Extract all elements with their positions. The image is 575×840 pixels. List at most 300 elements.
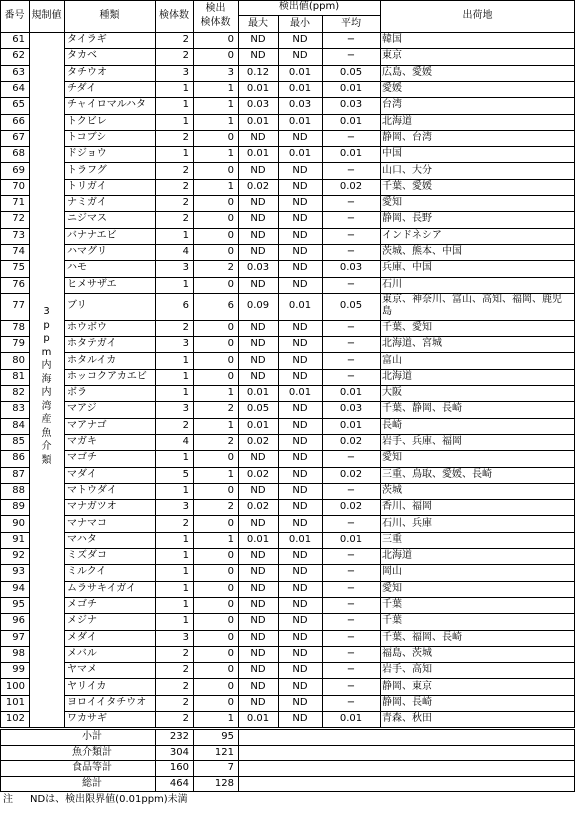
row-samples: 3: [182, 403, 189, 415]
grid-line: [0, 385, 29, 386]
row-avg: −: [346, 680, 356, 692]
row-kind: バナナエビ: [67, 229, 117, 241]
row-avg: −: [346, 517, 356, 529]
row-detected: 0: [227, 246, 234, 258]
row-number: 72: [12, 213, 25, 225]
summary-samples: 464: [169, 777, 189, 789]
row-min: ND: [292, 34, 308, 46]
row-avg: −: [346, 197, 356, 209]
row-avg: −: [346, 50, 356, 62]
grid-line: [64, 277, 575, 278]
row-min: ND: [292, 566, 308, 578]
grid-line: [64, 130, 575, 131]
row-detected: 0: [227, 631, 234, 643]
row-origin: 愛知: [382, 582, 402, 594]
row-detected: 0: [227, 278, 234, 290]
grid-line: [0, 450, 29, 451]
row-number: 78: [12, 321, 25, 333]
summary-detected: 128: [214, 777, 234, 789]
row-kind: マナマコ: [67, 517, 107, 529]
row-min: ND: [292, 582, 308, 594]
row-max: ND: [250, 164, 266, 176]
grid-line: [64, 179, 575, 180]
row-number: 64: [12, 83, 25, 95]
row-min: ND: [292, 370, 308, 382]
row-number: 77: [12, 300, 25, 312]
row-avg: 0.03: [339, 262, 363, 274]
grid-line: [0, 581, 29, 582]
grid-line: [0, 418, 29, 419]
row-avg: −: [346, 354, 356, 366]
row-max: ND: [250, 647, 266, 659]
row-kind: マゴチ: [67, 452, 97, 464]
row-origin: 三重: [382, 533, 402, 545]
grid-line: [193, 729, 194, 791]
row-min: ND: [292, 599, 308, 611]
row-number: 101: [5, 696, 25, 708]
row-detected: 6: [227, 300, 234, 312]
summary-detected: 7: [227, 762, 234, 774]
row-samples: 5: [182, 468, 189, 480]
row-min: ND: [292, 278, 308, 290]
row-min: 0.03: [288, 99, 312, 111]
row-number: 73: [12, 229, 25, 241]
grid-line: [0, 32, 575, 33]
row-min: ND: [292, 696, 308, 708]
grid-line: [64, 450, 575, 451]
row-max: 0.03: [246, 262, 270, 274]
row-origin: 愛知: [382, 452, 402, 464]
row-samples: 1: [182, 229, 189, 241]
row-number: 87: [12, 468, 25, 480]
grid-line: [64, 146, 575, 147]
row-kind: ホウボウ: [67, 321, 107, 333]
row-avg: −: [346, 582, 356, 594]
grid-line: [64, 320, 575, 321]
grid-line: [64, 244, 575, 245]
row-detected: 0: [227, 34, 234, 46]
row-avg: 0.05: [339, 66, 363, 78]
row-kind: トラフグ: [67, 164, 107, 176]
row-min: ND: [292, 131, 308, 143]
grid-line: [0, 401, 29, 402]
grid-line: [0, 211, 29, 212]
row-max: ND: [250, 680, 266, 692]
row-max: ND: [250, 34, 266, 46]
row-detected: 0: [227, 338, 234, 350]
row-kind: マアナゴ: [67, 419, 107, 431]
row-detected: 0: [227, 582, 234, 594]
limit-char: p: [43, 319, 50, 331]
row-samples: 1: [182, 582, 189, 594]
row-number: 85: [12, 436, 25, 448]
grid-line: [0, 564, 29, 565]
grid-line: [64, 548, 575, 549]
row-kind: ミズダコ: [67, 550, 107, 562]
row-samples: 1: [182, 533, 189, 545]
row-min: ND: [292, 197, 308, 209]
row-number: 97: [12, 631, 25, 643]
row-number: 82: [12, 387, 25, 399]
header-no: 番号: [4, 10, 25, 21]
row-samples: 2: [182, 50, 189, 62]
row-samples: 1: [182, 370, 189, 382]
grid-line: [0, 195, 29, 196]
row-samples: 1: [182, 550, 189, 562]
row-avg: −: [346, 631, 356, 643]
row-detected: 1: [227, 533, 234, 545]
row-samples: 2: [182, 713, 189, 725]
row-samples: 1: [182, 484, 189, 496]
row-origin: 三重、鳥取、愛媛、長崎: [382, 468, 492, 480]
grid-line: [0, 729, 1, 791]
row-kind: マアジ: [67, 403, 97, 415]
row-avg: 0.03: [339, 99, 363, 111]
row-detected: 1: [227, 419, 234, 431]
row-samples: 3: [182, 631, 189, 643]
row-max: ND: [250, 321, 266, 333]
limit-char: 湾: [41, 400, 52, 412]
header-samples: 検体数: [159, 10, 189, 21]
limit-char: m: [41, 346, 52, 358]
grid-line: [0, 277, 29, 278]
row-samples: 1: [182, 99, 189, 111]
grid-line: [0, 228, 29, 229]
row-number: 81: [12, 370, 25, 382]
grid-line: [64, 613, 575, 614]
row-number: 96: [12, 615, 25, 627]
row-origin: 中国: [382, 148, 402, 160]
row-avg: −: [346, 550, 356, 562]
row-avg: 0.01: [339, 713, 363, 725]
row-number: 68: [12, 148, 25, 160]
row-max: 0.01: [246, 713, 270, 725]
row-max: 0.01: [246, 533, 270, 545]
row-kind: マトウダイ: [67, 484, 117, 496]
row-number: 67: [12, 131, 25, 143]
row-avg: 0.02: [339, 501, 363, 513]
row-avg: −: [346, 615, 356, 627]
header-detected-line2: 検体数: [200, 17, 231, 28]
grid-line: [0, 336, 29, 337]
row-samples: 2: [182, 696, 189, 708]
row-detected: 0: [227, 664, 234, 676]
row-avg: −: [346, 566, 356, 578]
row-origin: 北海道、宮城: [382, 338, 442, 350]
row-avg: 0.01: [339, 83, 363, 95]
row-detected: 0: [227, 229, 234, 241]
grid-line: [64, 162, 575, 163]
row-origin: 大阪: [382, 387, 402, 399]
row-kind: ニジマス: [67, 213, 107, 225]
grid-line: [238, 0, 239, 727]
row-avg: −: [346, 338, 356, 350]
row-kind: トクビレ: [67, 115, 107, 127]
grid-line: [64, 662, 575, 663]
row-max: 0.01: [246, 83, 270, 95]
row-samples: 2: [182, 180, 189, 192]
row-avg: −: [346, 164, 356, 176]
grid-line: [0, 352, 29, 353]
header-max: 最大: [248, 18, 268, 29]
row-detected: 1: [227, 713, 234, 725]
row-kind: タカベ: [67, 50, 97, 62]
grid-line: [64, 401, 575, 402]
row-origin: 千葉、福岡、長崎: [382, 631, 462, 643]
limit-char: 魚: [41, 427, 52, 439]
row-kind: メゴチ: [67, 599, 97, 611]
grid-line: [380, 0, 381, 727]
row-avg: −: [346, 599, 356, 611]
row-min: 0.01: [288, 387, 312, 399]
row-avg: −: [346, 664, 356, 676]
limit-char: 内: [41, 360, 52, 371]
row-avg: 0.01: [339, 419, 363, 431]
grid-line: [322, 15, 323, 727]
row-min: ND: [292, 164, 308, 176]
row-min: ND: [292, 631, 308, 643]
grid-line: [64, 532, 575, 533]
row-max: ND: [250, 664, 266, 676]
row-origin: 静岡、台湾: [382, 131, 432, 143]
limit-char: 産: [41, 414, 52, 425]
row-number: 65: [12, 99, 25, 111]
row-kind: チダイ: [67, 83, 97, 95]
grid-line: [193, 0, 194, 727]
row-origin: 東京、神奈川、富山、高知、福岡、鹿児島: [382, 293, 562, 317]
row-samples: 1: [182, 452, 189, 464]
row-samples: 2: [182, 321, 189, 333]
row-samples: 1: [182, 566, 189, 578]
grid-line: [0, 711, 29, 712]
row-detected: 0: [227, 615, 234, 627]
limit-char: 3: [43, 306, 50, 317]
grid-line: [0, 130, 29, 131]
row-min: ND: [292, 321, 308, 333]
row-number: 61: [12, 34, 25, 46]
row-kind: ヨロイイタチウオ: [67, 696, 147, 708]
row-min: ND: [292, 484, 308, 496]
note-label: 注: [3, 794, 13, 806]
row-origin: 北海道: [382, 370, 412, 382]
row-detected: 0: [227, 484, 234, 496]
row-origin: 千葉、愛媛: [382, 180, 432, 192]
grid-line: [0, 0, 575, 1]
row-avg: −: [346, 321, 356, 333]
limit-char: 内: [41, 387, 52, 398]
grid-line: [64, 646, 575, 647]
grid-line: [0, 65, 29, 66]
row-kind: メダイ: [67, 631, 97, 643]
grid-line: [0, 146, 29, 147]
row-min: 0.01: [288, 300, 312, 312]
row-detected: 0: [227, 647, 234, 659]
row-origin: 千葉、愛知: [382, 321, 432, 333]
grid-line: [29, 0, 30, 727]
grid-line: [0, 320, 29, 321]
row-max: ND: [250, 50, 266, 62]
grid-line: [0, 179, 29, 180]
row-samples: 6: [182, 300, 189, 312]
grid-line: [0, 729, 575, 730]
row-detected: 1: [227, 83, 234, 95]
row-max: 0.01: [246, 419, 270, 431]
grid-line: [0, 760, 575, 761]
grid-line: [64, 65, 575, 66]
row-avg: −: [346, 647, 356, 659]
row-origin: 岡山: [382, 566, 402, 578]
row-max: ND: [250, 278, 266, 290]
row-detected: 0: [227, 213, 234, 225]
row-origin: 東京: [382, 50, 402, 62]
grid-line: [0, 499, 29, 500]
grid-line: [0, 81, 29, 82]
row-origin: 千葉: [382, 599, 402, 611]
row-detected: 0: [227, 566, 234, 578]
row-number: 69: [12, 164, 25, 176]
row-detected: 1: [227, 148, 234, 160]
row-max: ND: [250, 370, 266, 382]
row-origin: 富山: [382, 354, 402, 366]
row-samples: 1: [182, 83, 189, 95]
row-samples: 2: [182, 164, 189, 176]
grid-line: [278, 15, 279, 727]
summary-samples: 160: [169, 762, 189, 774]
row-samples: 2: [182, 664, 189, 676]
row-origin: 茨城、熊本、中国: [382, 246, 462, 258]
row-origin: 香川、福岡: [382, 501, 432, 513]
row-number: 95: [12, 599, 25, 611]
row-number: 63: [12, 66, 25, 78]
row-avg: 0.02: [339, 180, 363, 192]
summary-detected: 121: [214, 746, 234, 758]
grid-line: [64, 369, 575, 370]
row-avg: −: [346, 34, 356, 46]
header-limit: 規制値: [31, 10, 62, 21]
row-min: ND: [292, 517, 308, 529]
grid-line: [64, 260, 575, 261]
row-detected: 0: [227, 452, 234, 464]
row-number: 102: [5, 713, 25, 725]
summary-label: 総計: [82, 777, 102, 789]
row-kind: ホタテガイ: [67, 338, 117, 350]
row-detected: 0: [227, 164, 234, 176]
row-avg: −: [346, 278, 356, 290]
grid-line: [155, 0, 156, 727]
header-min: 最小: [290, 18, 310, 29]
row-origin: 北海道: [382, 550, 412, 562]
grid-line: [64, 515, 575, 516]
row-origin: 岩手、兵庫、福岡: [382, 436, 462, 448]
row-max: ND: [250, 246, 266, 258]
row-detected: 0: [227, 370, 234, 382]
row-detected: 0: [227, 197, 234, 209]
row-kind: ヒメサザエ: [67, 278, 117, 290]
row-detected: 0: [227, 599, 234, 611]
grid-line: [0, 260, 29, 261]
row-max: ND: [250, 452, 266, 464]
row-max: ND: [250, 213, 266, 225]
grid-line: [0, 114, 29, 115]
row-avg: −: [346, 484, 356, 496]
grid-line: [0, 0, 1, 727]
row-min: ND: [292, 180, 308, 192]
grid-line: [0, 646, 29, 647]
row-kind: ドジョウ: [67, 148, 107, 160]
summary-label: 魚介類計: [72, 746, 112, 758]
row-detected: 1: [227, 180, 234, 192]
row-number: 80: [12, 354, 25, 366]
grid-line: [0, 613, 29, 614]
grid-line: [0, 678, 29, 679]
grid-line: [64, 630, 575, 631]
grid-line: [64, 97, 575, 98]
grid-line: [0, 483, 29, 484]
grid-line: [0, 727, 575, 728]
row-number: 79: [12, 338, 25, 350]
row-min: ND: [292, 436, 308, 448]
grid-line: [64, 114, 575, 115]
grid-line: [64, 48, 575, 49]
row-origin: 岩手、高知: [382, 664, 432, 676]
row-samples: 2: [182, 647, 189, 659]
row-max: 0.01: [246, 148, 270, 160]
limit-char: p: [43, 333, 50, 344]
row-kind: ホッコクアカエビ: [67, 370, 147, 382]
row-max: ND: [250, 229, 266, 241]
summary-label: 小計: [82, 731, 102, 743]
row-origin: 愛媛: [382, 83, 402, 95]
row-detected: 2: [227, 262, 234, 274]
row-min: 0.01: [288, 83, 312, 95]
row-min: ND: [292, 713, 308, 725]
header-kind: 種類: [99, 10, 120, 21]
row-samples: 4: [182, 246, 189, 258]
grid-line: [64, 211, 575, 212]
row-kind: ワカサギ: [67, 713, 107, 725]
row-number: 75: [12, 262, 25, 274]
row-kind: トリガイ: [67, 180, 107, 192]
row-kind: タイラギ: [67, 34, 107, 46]
row-max: 0.02: [246, 501, 270, 513]
row-detected: 2: [227, 501, 234, 513]
row-origin: 静岡、長崎: [382, 696, 432, 708]
grid-line: [64, 352, 575, 353]
grid-line: [64, 564, 575, 565]
row-kind: ハモ: [67, 262, 87, 274]
row-max: ND: [250, 338, 266, 350]
grid-line: [0, 434, 29, 435]
row-min: ND: [292, 501, 308, 513]
row-kind: トコブシ: [67, 131, 107, 143]
row-min: ND: [292, 664, 308, 676]
grid-line: [64, 711, 575, 712]
row-samples: 3: [182, 501, 189, 513]
row-detected: 1: [227, 115, 234, 127]
row-number: 90: [12, 517, 25, 529]
row-number: 66: [12, 115, 25, 127]
row-avg: 0.02: [339, 436, 363, 448]
grid-line: [0, 791, 575, 792]
row-origin: インドネシア: [382, 229, 442, 241]
row-max: 0.02: [246, 468, 270, 480]
row-kind: メジナ: [67, 615, 97, 627]
row-min: ND: [292, 615, 308, 627]
row-avg: −: [346, 452, 356, 464]
note-text: NDは、検出限界値(0.01ppm)未満: [30, 794, 188, 806]
row-max: ND: [250, 484, 266, 496]
row-kind: ハマグリ: [67, 246, 107, 258]
